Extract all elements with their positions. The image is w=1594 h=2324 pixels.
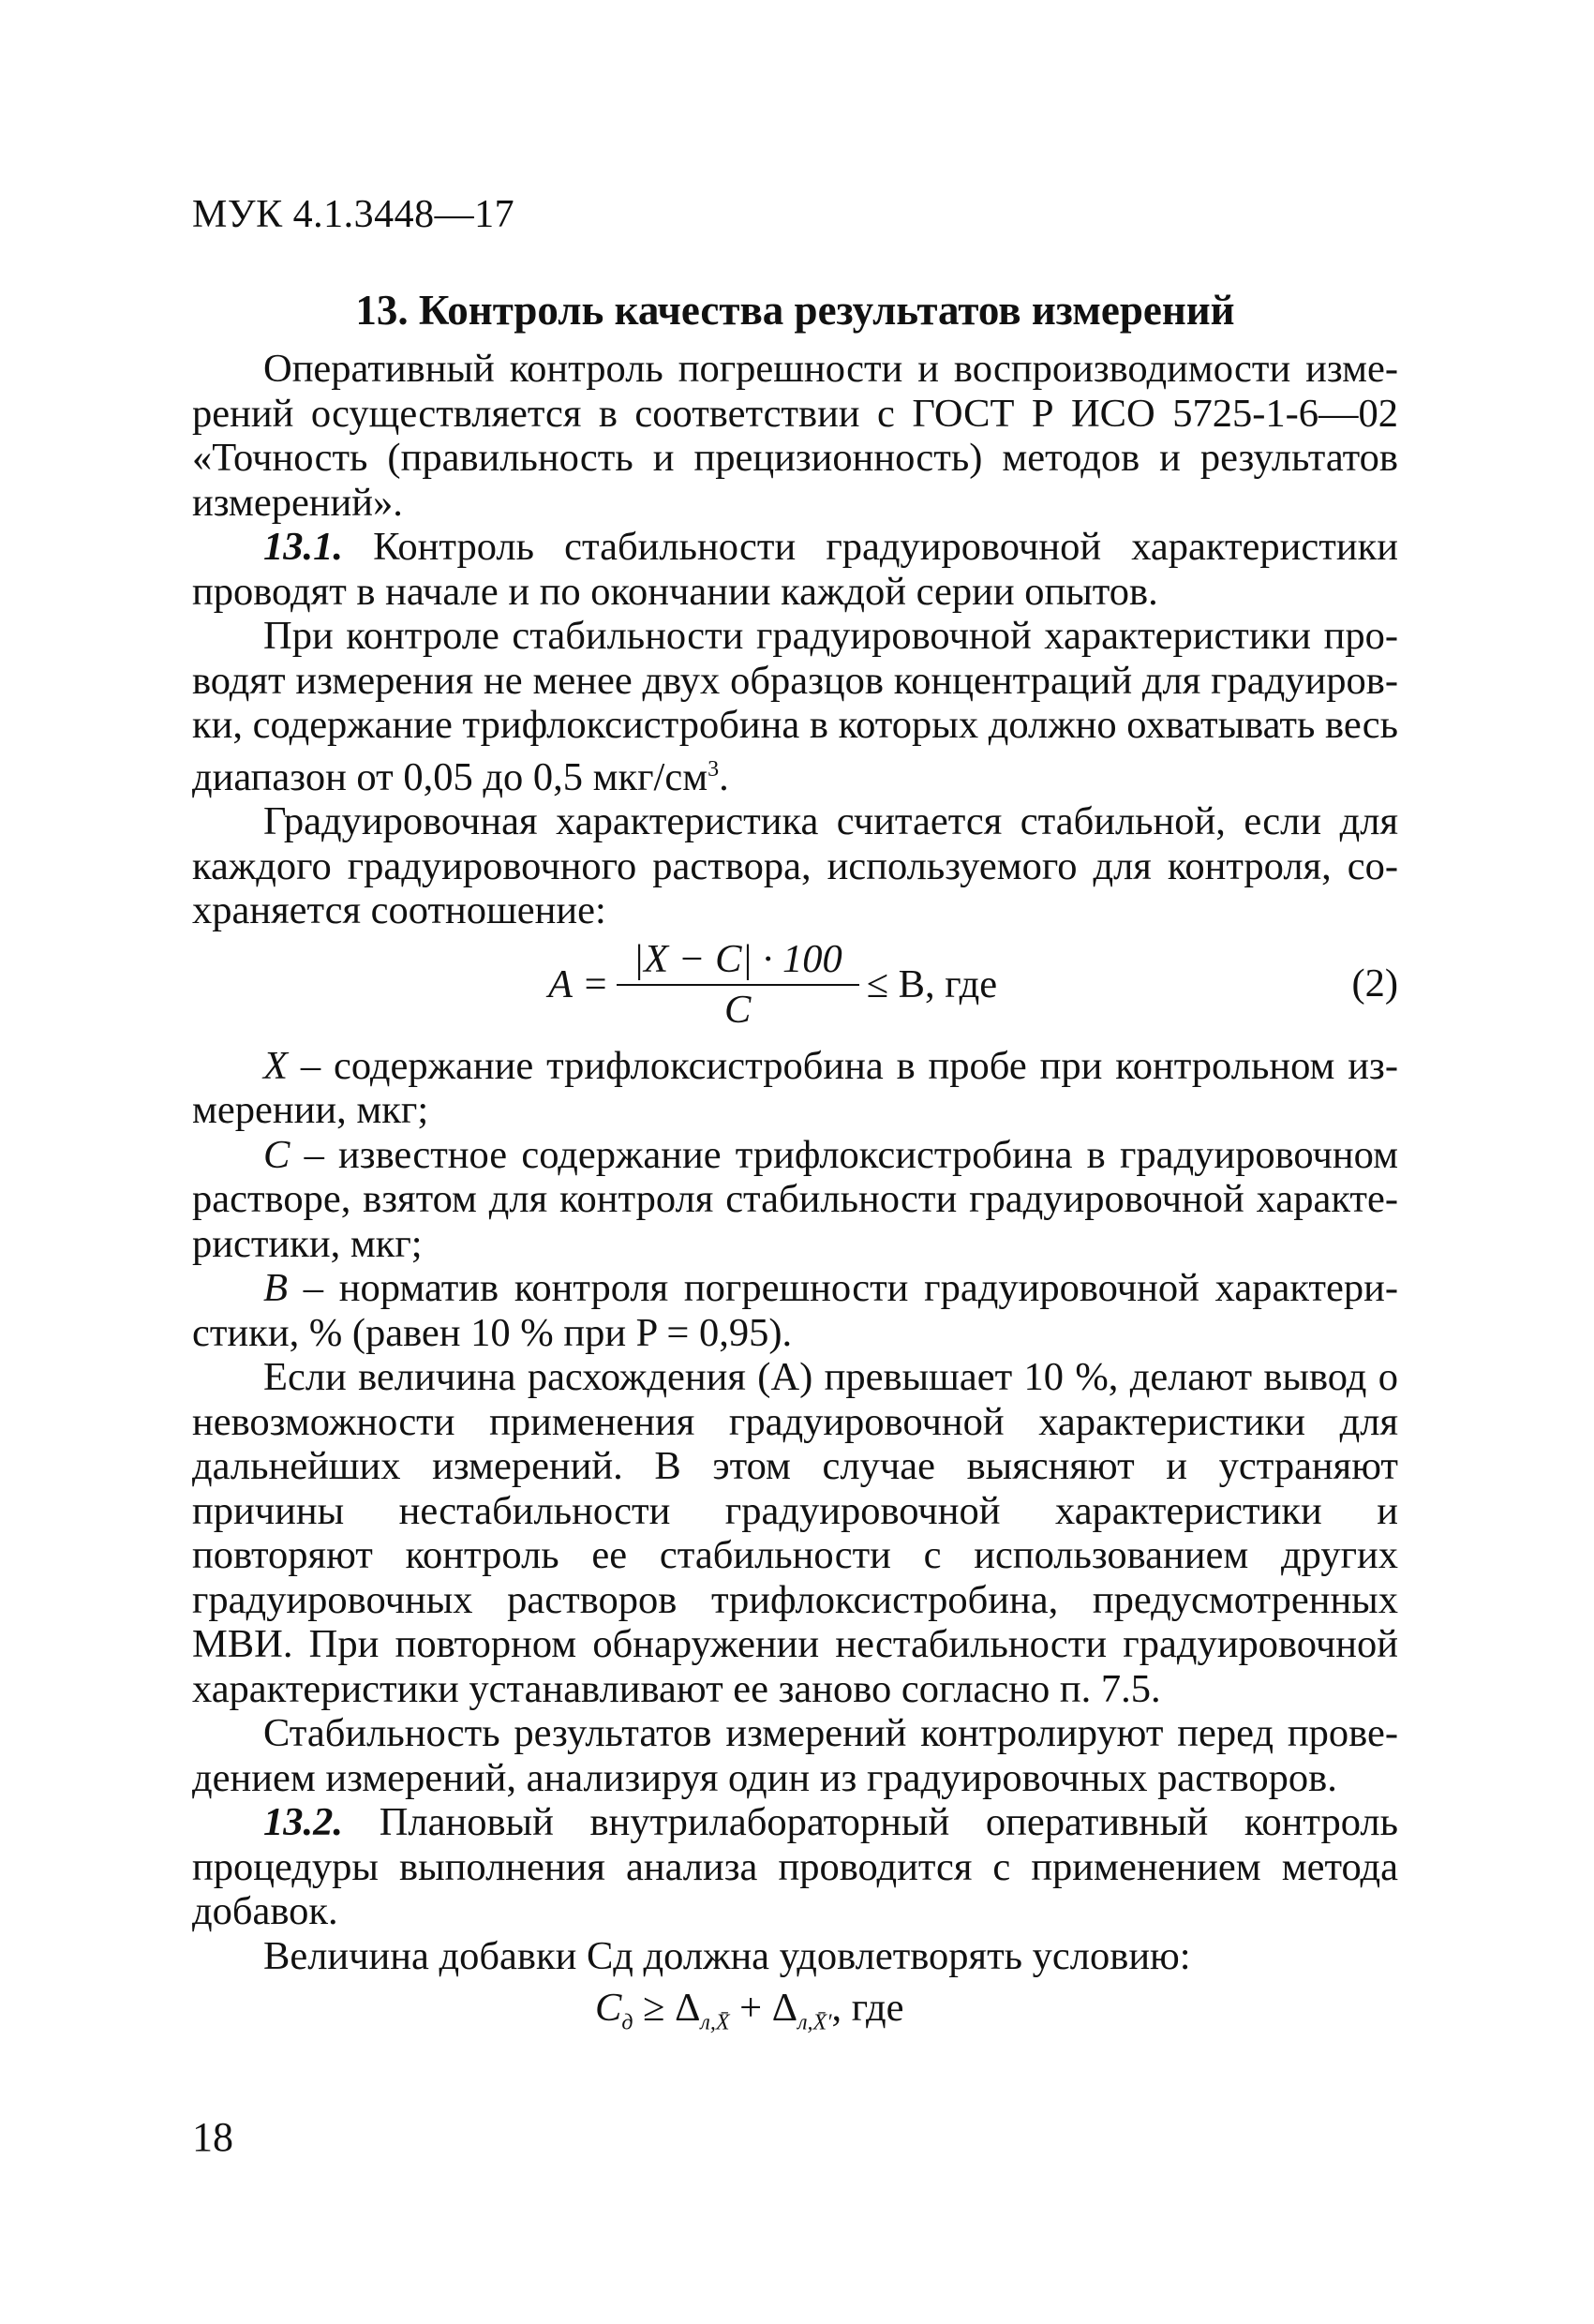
formula2-sub1: л,X̄ <box>700 2010 730 2035</box>
control-end: . <box>719 754 729 799</box>
addition-paragraph: Величина добавки Cд должна удовлетворять условию: <box>263 1933 1191 1978</box>
paragraph-13-1 <box>192 525 1398 614</box>
section-title: 13. Контроль качества результатов измерений <box>355 287 1235 334</box>
page-content <box>192 281 1398 2044</box>
formula2-c-sub: д <box>621 2010 633 2035</box>
intro-paragraph: Оперативный контроль погрешности и воспроизводимости измерений осуществляется в соответствии с ГОСТ Р ИСО 5725-1-6—02 «Точность (правильность и прецизионность) методов и результатов измерений». <box>192 347 1398 525</box>
control-paragraph <box>192 614 1398 799</box>
formula-2 <box>192 933 1398 1044</box>
paragraph-13-2 <box>192 1800 1398 1934</box>
formula-lhs: A = <box>548 961 609 1006</box>
formula2-sub2: л,X̄′ <box>797 2010 832 2035</box>
formula2-tail: , где <box>831 1986 904 2031</box>
clause-number-13-1: 13.1. <box>263 525 343 569</box>
definition-c <box>192 1133 1398 1267</box>
formula-rhs: ≤ B, где <box>866 961 998 1006</box>
symbol-b: B <box>263 1266 288 1311</box>
formula-denominator: C <box>723 987 752 1032</box>
formula2-plus: + Δ <box>729 1986 798 2031</box>
clause-13-2-text: Плановый внутрилабораторный оперативный контроль процедуры выполнения анализа проводится с применением метода добавок. <box>192 1800 1398 1934</box>
formula2-op: ≥ Δ <box>633 1986 701 2031</box>
definition-x <box>192 1044 1398 1133</box>
clause-number-13-2: 13.2. <box>263 1800 343 1845</box>
control-text: При контроле стабильности градуировочной характеристики проводят измерения не менее двух образцов концентраций для градуировки, содержание трифлоксистробина в которых должно охватывать весь диапазон от 0,05 до 0,5 мкг/см <box>192 614 1398 799</box>
formula-addition-expression <box>595 1986 904 2046</box>
formula-expression <box>548 933 997 1036</box>
definition-b <box>192 1266 1398 1355</box>
definition-b-text: – норматив контроля погрешности градуировочной характеристики, % (равен 10 % при P = 0,95). <box>192 1266 1398 1355</box>
stability-results-paragraph: Стабильность результатов измерений контролируют перед проведением измерений, анализируя один из градуировочных растворов. <box>192 1711 1398 1800</box>
symbol-c: C <box>263 1132 290 1177</box>
superscript-3: 3 <box>708 756 720 782</box>
definition-x-text: – содержание трифлоксистробина в пробе при контрольном измерении, мкг; <box>192 1043 1398 1133</box>
symbol-x: X <box>263 1043 288 1088</box>
page-number: 18 <box>192 2114 233 2160</box>
formula-addition <box>192 1978 1398 2044</box>
formula2-c: C <box>595 1986 622 2031</box>
stability-condition-paragraph: Градуировочная характеристика считается стабильной, если для каждого градуировочного раствора, используемого для контроля, сохраняется соотношение: <box>192 799 1398 933</box>
document-code-header: МУК 4.1.3448—17 <box>192 193 515 236</box>
clause-13-1-text: Контроль стабильности градуировочной характеристики проводят в начале и по окончании каждой серии опытов. <box>192 525 1398 614</box>
formula-numerator: |X − C| · 100 <box>617 937 859 986</box>
equation-number: (2) <box>1351 961 1398 1006</box>
formula-fraction <box>617 937 859 1032</box>
exceed-paragraph: Если величина расхождения (A) превышает 10 %, делают вывод о невозможности применения градуировочной характеристики для дальнейших измерений. В этом случае выясняют и устраняют причины нестабильности градуировочной характеристики и повторяют контроль ее стабильности с использованием других градуировочных растворов трифлоксистробина, предусмотренных МВИ. При повторном обнаружении нестабильности градуировочной характеристики устанавливают ее заново согласно п. 7.5. <box>192 1355 1398 1711</box>
definition-c-text: – известное содержание трифлоксистробина в градуировочном растворе, взятом для контроля стабильности градуировочной характеристики, мкг; <box>192 1132 1398 1266</box>
